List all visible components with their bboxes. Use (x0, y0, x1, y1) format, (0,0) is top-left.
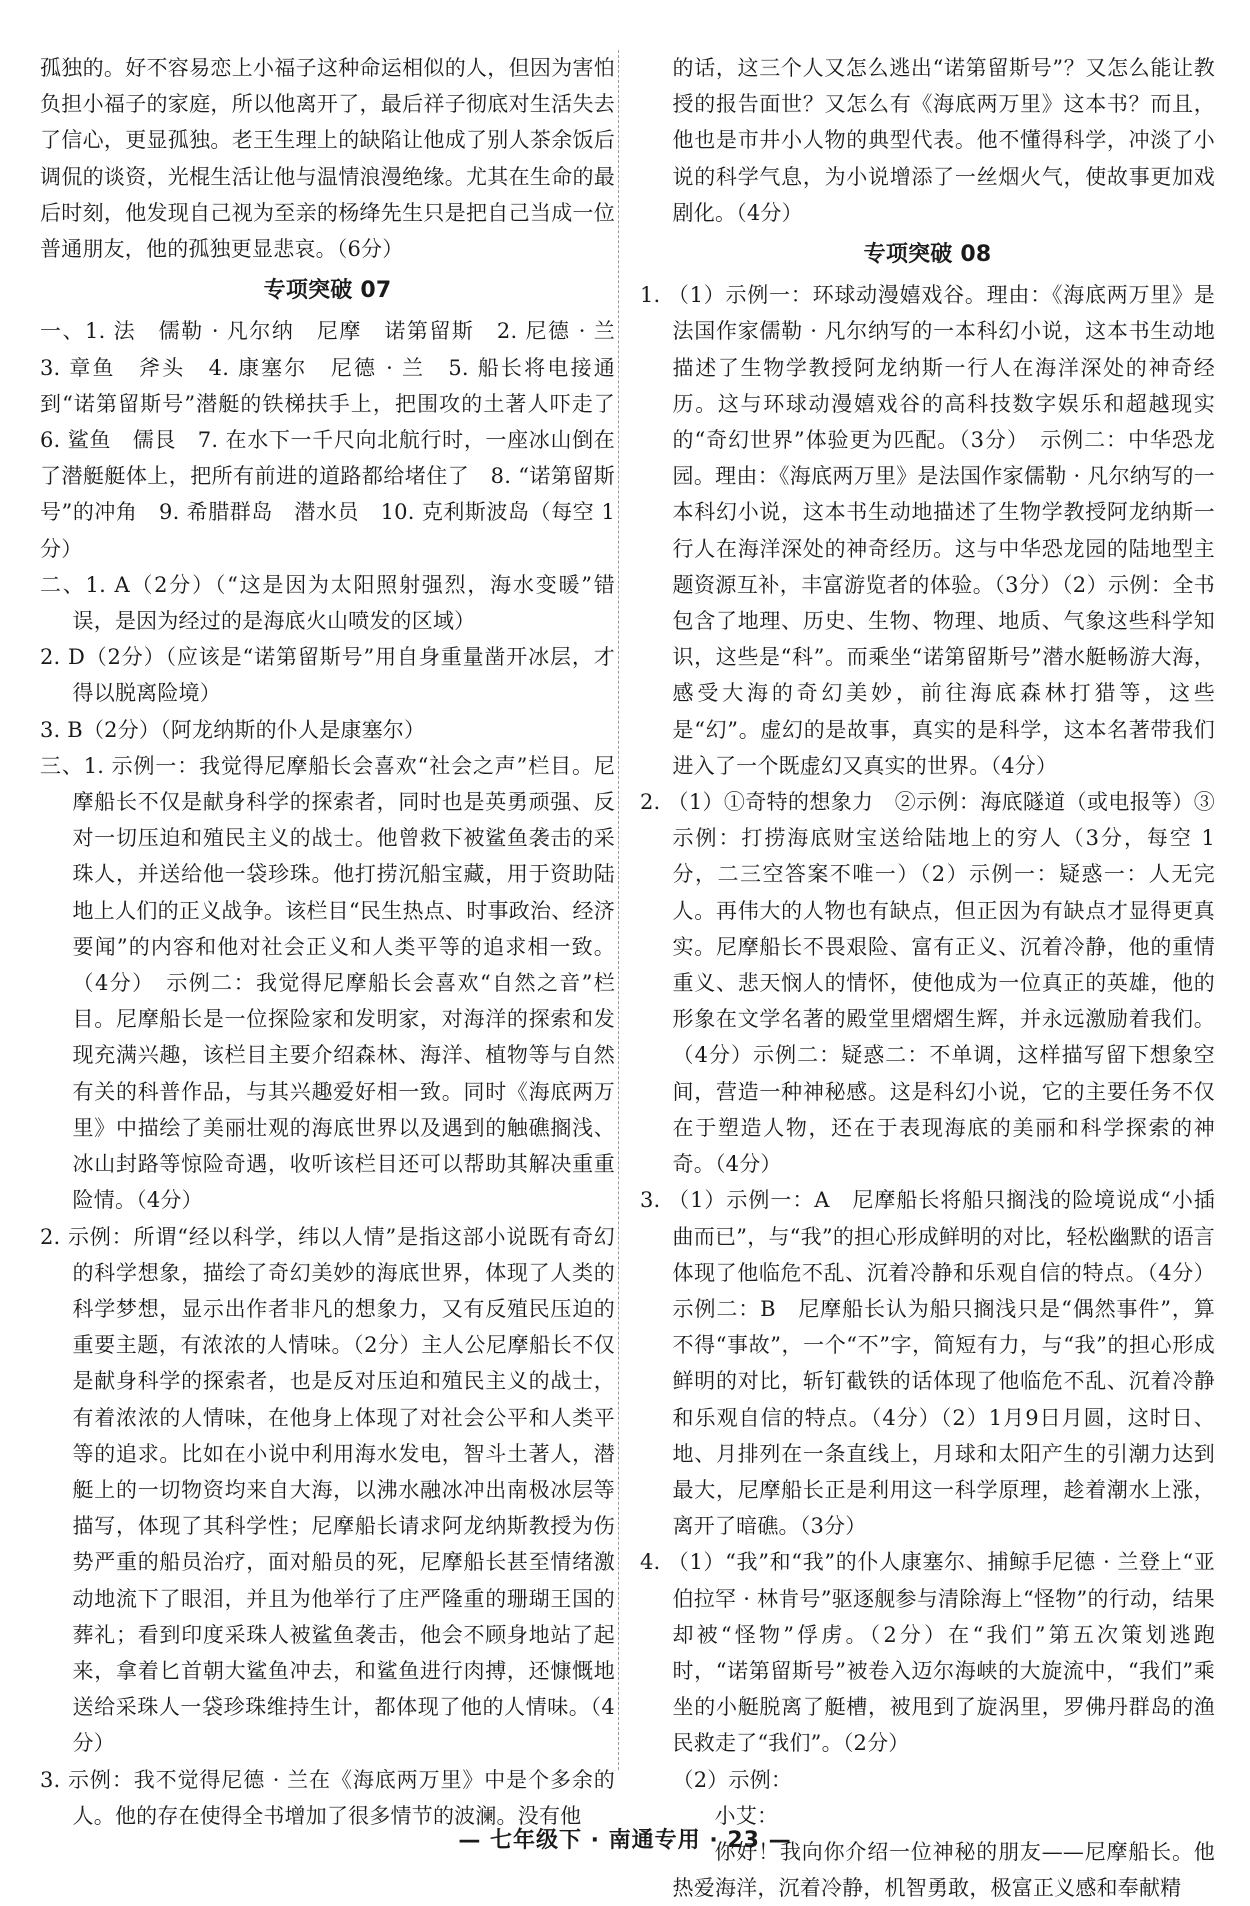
section-title: 专项突破 08 (863, 242, 992, 268)
answer-paragraph: 的话，这三个人又怎么逃出“诺第留斯号”？又怎么能让教授的报告面世？又怎么有《海底两万里》这本书？而且，他也是市井小人物的典型代表。他不懂得科学，冲淡了小说的科学气息，为小说增添了一丝烟火气，使故事更加戏剧化。（4分） (672, 56, 1215, 225)
answer-paragraph: 小艾： (714, 1803, 779, 1828)
answer-paragraph: 2. 示例：所谓“经以科学，纬以人情”是指这部小说既有奇幻的科学想象，描绘了奇幻美妙的海底世界，体现了人类的科学梦想，显示出作者非凡的想象力，又有反殖民压迫的重要主题，有浓浓的人情味。（2分）主人公尼摩船长不仅是献身科学的探索者，也是反对压迫和殖民主义的战士，有着浓浓的人情味，在他身上体现了对社会公平和人类平等的追求。比如在小说中利用海水发电，智斗土著人，潜艇上的一切物资均来自大海，以沸水融冰冲出南极冰层等描写，体现了其科学性；尼摩船长请求阿龙纳斯教授为伤势严重的船员治疗，面对船员的死，尼摩船长甚至情绪激动地流下了眼泪，并且为他举行了庄严隆重的珊瑚王国的葬礼；看到印度采珠人被鲨鱼袭击，他会不顾身地站了起来，拿着匕首朝大鲨鱼冲去，和鲨鱼进行肉搏，还慷慨地送给采珠人一袋珍珠维持生计，都体现了他的人情味。（4分） (40, 1224, 615, 1756)
answer-paragraph: 1. （1）示例一：环球动漫嬉戏谷。理由：《海底两万里》是法国作家儒勒 · 凡尔纳写的一本科幻小说，这本书生动地描述了生物学教授阿龙纳斯一行人在海洋深处的神奇经历。这与环球动漫嬉戏谷的高科技数字娱乐和超越现实的“奇幻世界”体验更为匹配。（3分） 示例二：中华恐龙园。理由：《海底两万里》是法国作家儒勒 · 凡尔纳写的一本科幻小说，这本书生动地描述了生物学教授阿龙纳斯一行人在海洋深处的神奇经历。这与中华恐龙园的陆地型主题资源互补，丰富游览者的体验。（3分）（2）示例：全书包含了地理、历史、生物、物理、地质、气象这些科学知识，这些是“科”。而乘坐“诺第留斯号”潜水艇畅游大海，感受大海的奇幻美妙，前往海底森林打猎等，这些是“幻”。虚幻的是故事，真实的是科学，这本名著带我们进入了一个既虚幻又真实的世界。（4分） (640, 283, 1215, 778)
answer-paragraph: 你好！我向你介绍一位神秘的朋友——尼摩船长。他热爱海洋，沉着冷静，机智勇敢，极富正义感和奉献精 (672, 1839, 1215, 1901)
answer-paragraph: 孤独的。好不容易恋上小福子这种命运相似的人，但因为害怕负担小福子的家庭，所以他离开了，最后祥子彻底对生活失去了信心，更显孤独。老王生理上的缺陷让他成了别人茶余饭后调侃的谈资，光棍生活让他与温情浪漫绝缘。尤其在生命的最后时刻，他发现自己视为至亲的杨绛先生只是把自己当成一位普通朋友，他的孤独更显悲哀。（6分） (40, 56, 615, 262)
answer-paragraph: 一、1. 法 儒勒 · 凡尔纳 尼摩 诺第留斯 2. 尼德 · 兰 3. 章鱼 斧头 4. 康塞尔 尼德 · 兰 5. 船长将电接通到“诺第留斯号”潜艇的铁梯扶手上，把围攻的土著人吓走了 6. 鲨鱼 儒艮 7. 在水下一千尺向北航行时，一座冰山倒在了潜艇艇体上，把所有前进的道路都给堵住了 8. “诺第留斯号”的冲角 9. 希腊群岛 潜水员 10. 克利斯波岛（每空 1 分） (40, 319, 637, 561)
answer-paragraph: 3. （1）示例一：A 尼摩船长将船只搁浅的险境说成“小插曲而已”，与“我”的担心形成鲜明的对比，轻松幽默的语言体现了他临危不乱、沉着冷静和乐观自信的特点。（4分）示例二：B 尼摩船长认为船只搁浅只是“偶然事件”，算不得“事故”，一个“不”字，简短有力，与“我”的担心形成鲜明的对比，斩钉截铁的话体现了他临危不乱、沉着冷静和乐观自信的特点。（4分）（2）1月9日月圆，这时日、地、月排列在一条直线上，月球和太阳产生的引潮力达到最大，尼摩船长正是利用这一科学原理，趁着潮水上涨，离开了暗礁。（3分） (640, 1188, 1215, 1539)
right-column (640, 50, 1215, 1906)
answer-paragraph: 3. B（2分）（阿龙纳斯的仆人是康塞尔） (40, 717, 426, 742)
answer-paragraph: 3. 示例：我不觉得尼德 · 兰在《海底两万里》中是个多余的人。他的存在使得全书增加了很多情节的波澜。没有他 (40, 1767, 615, 1828)
page-footer: — 七年级下 · 南通专用 · 23 — (458, 1828, 792, 1853)
answer-paragraph: 4. （1）“我”和“我”的仆人康塞尔、捕鲸手尼德 · 兰登上“亚伯拉罕 · 林肯号”驱逐舰参与清除海上“怪物”的行动，结果却被“怪物”俘虏。（2分）在“我们”第五次策划逃跑时，“诺第留斯号”被卷入迈尔海峡的大旋流中，“我们”乘坐的小艇脱离了艇槽，被甩到了旋涡里，罗佛丹群岛的渔民救走了“我们”。（2分） (640, 1550, 1215, 1756)
answer-paragraph: 2. （1）①奇特的想象力 ②示例：海底隧道（或电报等）③示例：打捞海底财宝送给陆地上的穷人（3分，每空 1 分，二三空答案不唯一）（2）示例一：疑惑一：人无完人。再伟大的人物也有缺点，但正因为有缺点才显得更真实。尼摩船长不畏艰险、富有正义、沉着冷静，他的重情重义、悲天悯人的情怀，使他成为一位真正的英雄，他的形象在文学名著的殿堂里熠熠生辉，并永远激励着我们。（4分）示例二：疑惑二：不单调，这样描写留下想象空间，营造一种神秘感。这是科幻小说，它的主要任务不仅在于塑造人物，还在于表现海底的美丽和科学探索的神奇。（4分） (640, 790, 1215, 1177)
answer-paragraph: 三、1. 示例一：我觉得尼摩船长会喜欢“社会之声”栏目。尼摩船长不仅是献身科学的探索者，同时也是英勇顽强、反对一切压迫和殖民主义的战士。他曾救下被鲨鱼袭击的采珠人，并送给他一袋珍珠。他打捞沉船宝藏，用于资助陆地上人们的正义战争。该栏目“民生热点、时事政治、经济要闻”的内容和他对社会正义和人类平等的追求相一致。（4分） 示例二：我觉得尼摩船长会喜欢“自然之音”栏目。尼摩船长是一位探险家和发明家，对海洋的探索和发现充满兴趣，该栏目主要介绍森林、海洋、植物等与自然有关的科普作品，与其兴趣爱好相一致。同时《海底两万里》中描绘了美丽壮观的海底世界以及遇到的触礁搁浅、冰山封路等惊险奇遇，收听该栏目还可以帮助其解决重重险情。（4分） (40, 753, 615, 1213)
column-divider (618, 50, 619, 1770)
left-column (40, 50, 637, 1834)
answer-paragraph: （2）示例： (672, 1767, 793, 1792)
section-title: 专项突破 07 (263, 278, 392, 304)
answer-paragraph: 二、1. A（2分）（“这是因为太阳照射强烈，海水变暖”错误，是因为经过的是海底火山喷发的区域） (40, 572, 615, 634)
answer-paragraph: 2. D（2分）（应该是“诺第留斯号”用自身重量凿开冰层，才得以脱离险境） (40, 645, 615, 706)
